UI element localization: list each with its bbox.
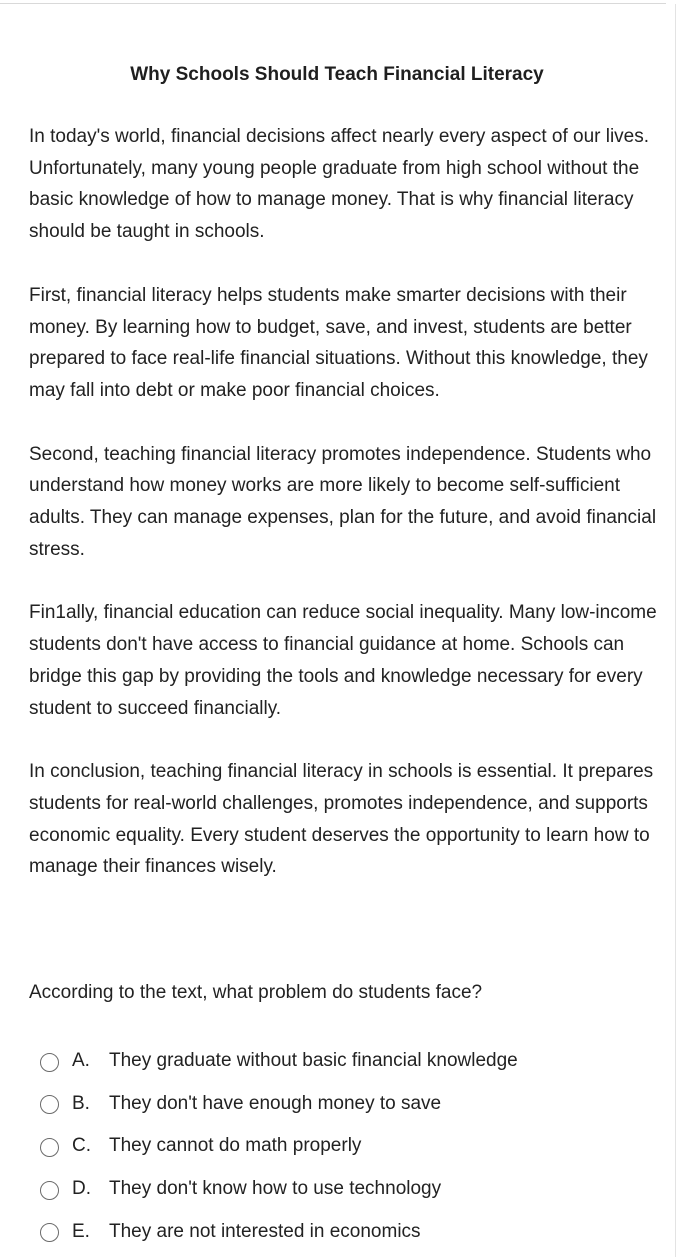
- choice-text: They don't have enough money to save: [109, 1092, 442, 1114]
- passage-paragraph: In conclusion, teaching financial literacy in schools is essential. It prepares students for real-world challenges, promotes independence, and supports economic equality. Every student deserves the opportunity to learn how to manage their finances wisely.: [29, 761, 654, 878]
- radio-button-icon[interactable]: [40, 1223, 59, 1242]
- answer-choice-e[interactable]: [40, 1210, 660, 1253]
- answer-choices: [40, 1040, 660, 1253]
- choice-letter: E.: [72, 1220, 90, 1242]
- radio-button-icon[interactable]: [40, 1095, 59, 1114]
- passage-body: [29, 121, 661, 915]
- choice-text: They cannot do math properly: [109, 1135, 362, 1157]
- radio-button-icon[interactable]: [40, 1053, 59, 1072]
- passage-paragraph: Second, teaching financial literacy promotes independence. Students who understand how money works are more likely to become self-sufficient adults. They can manage expenses, plan for the future, and avoid financial stress.: [29, 443, 657, 560]
- radio-button-icon[interactable]: [40, 1138, 59, 1157]
- question-prompt: According to the text, what problem do students face?: [29, 982, 483, 1003]
- passage-paragraph: In today's world, financial decisions affect nearly every aspect of our lives. Unfortunately, many young people graduate from high school without the basic knowledge of how to manage money. That is why financial literacy should be taught in schools.: [29, 126, 650, 243]
- choice-text: They don't know how to use technology: [109, 1178, 442, 1200]
- passage-title: Why Schools Should Teach Financial Literacy: [130, 64, 544, 85]
- choice-text: They graduate without basic financial knowledge: [109, 1050, 518, 1072]
- answer-choice-b[interactable]: [40, 1083, 660, 1126]
- passage-paragraph: First, financial literacy helps students make smarter decisions with their money. By learning how to budget, save, and invest, students are better prepared to face real-life financial situations. Without this knowledge, they may fall into debt or make poor financial choices.: [29, 284, 648, 401]
- choice-text: They are not interested in economics: [109, 1220, 421, 1242]
- choice-letter: C.: [72, 1135, 91, 1157]
- choice-letter: B.: [72, 1092, 90, 1114]
- choice-letter: D.: [72, 1178, 91, 1200]
- answer-choice-c[interactable]: [40, 1125, 660, 1168]
- radio-button-icon[interactable]: [40, 1181, 59, 1200]
- passage-paragraph: Fin1ally, financial education can reduce social inequality. Many low-income students don't have access to financial guidance at home. Schools can bridge this gap by providing the tools and knowledge necessary for every student to succeed financially.: [29, 602, 657, 719]
- answer-choice-d[interactable]: [40, 1168, 660, 1211]
- choice-letter: A.: [72, 1050, 90, 1072]
- question-card: [0, 4, 676, 1257]
- answer-choice-a[interactable]: [40, 1040, 660, 1083]
